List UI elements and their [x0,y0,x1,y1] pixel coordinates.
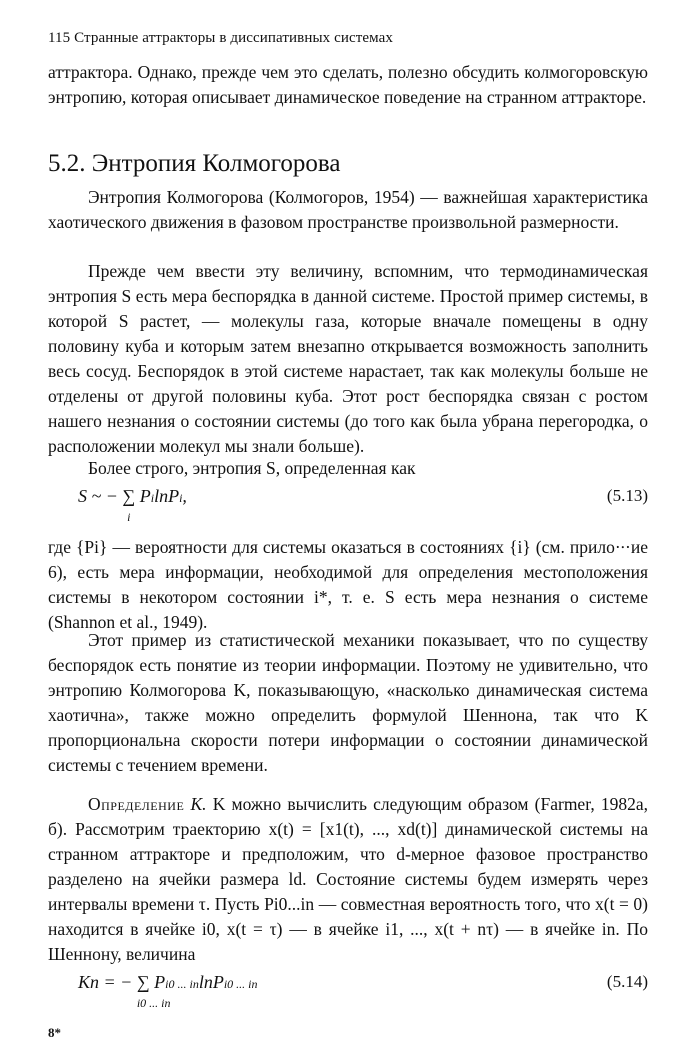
eq1-lnp: lnP [154,486,180,506]
section-title: 5.2. Энтропия Колмогорова [48,150,341,177]
intro-paragraph: аттрактора. Однако, прежде чем это сделать, полезно обсудить колмогоровскую энтропию, которая описывает динамическое поведение на странном аттракторе. [48,62,648,107]
eq2-sum-symbol: ∑ [136,972,150,992]
definition-symbol: K. [190,794,207,814]
paragraph-4: где {Pi} — вероятности для системы оказаться в состояниях {i} (см. прило·∙·ие 6), есть мера информации, необходимой для определения местоположения системы в некотором состоянии i*, т. е. S есть мера незнания о системе (Shannon et al., 1949). [48,537,648,632]
eq1-p: P [139,486,151,506]
eq1-p-sub: i [150,491,155,505]
paragraph-3: Более строго, энтропия S, определенная как [88,458,416,478]
running-header: 115 Странные аттракторы в диссипативных системах [48,30,393,46]
definition-paragraph [48,792,648,967]
definition-text: K можно вычислить следующим образом (Farmer, 1982a, б). Рассмотрим траекторию x(t) = [x1(t), ..., xd(t)] динамической системы на странном аттракторе и предположим, что d-мерное фазовое пространство разделено на ячейки размера ld. Состояние системы будем измерять через интервалы времени τ. Пусть Pi0...in — совместная вероятность того, что x(t = 0) находится в ячейке i0, x(t = τ) — в ячейке i1, ..., x(t + nτ) — в ячейке in. По Шеннону, величина [48,794,649,964]
equation-5-13-body [78,486,187,524]
eq2-lnp-sub: i0 ... in [223,977,258,991]
signature-mark: 8* [48,1025,61,1040]
eq1-sum-symbol: ∑ [122,486,136,506]
equation-number-5-13: (5.13) [606,486,648,505]
paragraph-2: Прежде чем ввести эту величину, вспомним, что термодинамическая энтропия S есть мера беспорядка в данной системе. Простой пример системы, в которой S растет, — молекулы газа, которые вначале помещены в одну половину куба и которым затем внезапно открывается возможность заполнить весь сосуд. Беспорядок в этой системе нарастает, так как молекулы больше не отделены от другой половины куба. Этот рост беспорядка связан с ростом нашего незнания о состоянии системы (до того как была убрана перегородка, о расположении молекул мы знали больше). [48,261,648,456]
definition-label: Определение [88,794,185,814]
eq1-lnp-sub: i [179,491,183,505]
eq1-comma: , [182,486,187,506]
eq2-sum-index: i0 ... in [136,996,171,1010]
eq2-lnp: lnP [198,972,224,992]
eq2-p-sub: i0 ... in [165,977,199,991]
eq2-p: P [154,972,166,992]
paragraph-1: Энтропия Колмогорова (Колмогоров, 1954) — важнейшая характеристика хаотического движения в фазовом пространстве произвольной размерности. [48,187,648,232]
paragraph-5: Этот пример из статистической механики показывает, что по существу беспорядок есть понятие из теории информации. Поэтому не удивительно, что энтропию Колмогорова K, показывающую, «насколько динамическая система хаотична», также можно определить формулой Шеннона, так что K пропорциональна скорости потери информации о состоянии динамической системы с течением времени. [48,630,648,775]
equation-5-13 [48,486,648,530]
equation-number-5-14: (5.14) [606,972,648,991]
equation-5-14 [48,972,648,1022]
eq1-lhs: S ~ − [78,486,118,506]
eq2-lhs: Kn = − [78,972,133,992]
equation-5-14-body [78,972,258,1010]
eq1-sum [122,486,136,524]
eq2-sum [136,972,171,1010]
eq1-sum-index: i [127,510,131,524]
